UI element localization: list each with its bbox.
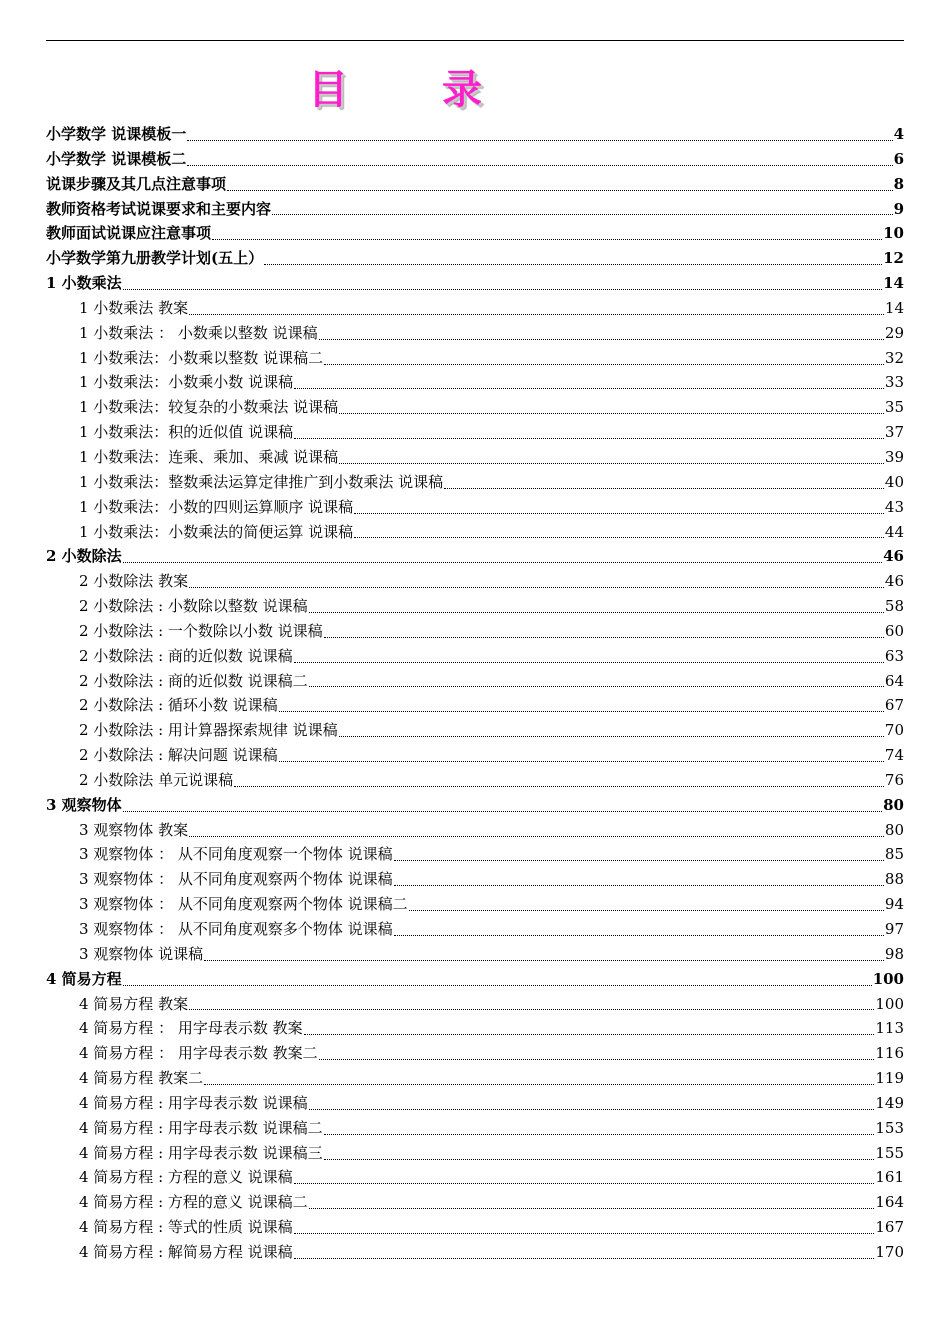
- toc-entry-title: 3 观察物体 ： 从不同角度观察两个物体 说课稿: [79, 870, 393, 889]
- toc-page-number: 6: [893, 149, 904, 168]
- dot-leader: [279, 761, 884, 762]
- toc-sub-entry[interactable]: [46, 594, 904, 619]
- toc-page-number: 58: [884, 597, 904, 616]
- dot-leader: [339, 413, 884, 414]
- dot-leader: [187, 165, 892, 166]
- dot-leader: [279, 711, 884, 712]
- toc-entry-title: 4 简易方程 : 解简易方程 说课稿: [79, 1242, 293, 1261]
- dot-leader: [324, 1134, 875, 1135]
- toc-sub-entry[interactable]: [46, 420, 904, 445]
- toc-sub-entry[interactable]: [46, 693, 904, 718]
- toc-sub-entry[interactable]: [46, 842, 904, 867]
- toc-sub-entry[interactable]: [46, 370, 904, 395]
- dot-leader: [123, 985, 872, 986]
- dot-leader: [294, 1233, 875, 1234]
- dot-leader: [294, 438, 884, 439]
- dot-leader: [212, 239, 882, 240]
- toc-entry-title: 2 小数除法 : 小数除以整数 说课稿: [79, 597, 308, 616]
- toc-page-number: 39: [884, 447, 904, 466]
- header-rule: [46, 40, 904, 41]
- toc-page-number: 64: [884, 671, 904, 690]
- toc-chapter-entry[interactable]: [46, 544, 904, 569]
- toc-page-number: 80: [883, 795, 904, 814]
- toc-entry-title: 1 小数乘法：积的近似值 说课稿: [79, 423, 294, 442]
- dot-leader: [264, 264, 882, 265]
- toc-sub-entry[interactable]: [46, 296, 904, 321]
- toc-sub-entry[interactable]: [46, 743, 904, 768]
- toc-chapter-entry[interactable]: [46, 147, 904, 172]
- toc-page-number: 161: [875, 1168, 904, 1187]
- toc-sub-entry[interactable]: [46, 1016, 904, 1041]
- toc-chapter-entry[interactable]: [46, 246, 904, 271]
- dot-leader: [234, 786, 884, 787]
- toc-entry-title: 3 观察物体 教案: [79, 820, 189, 839]
- toc-page-number: 35: [884, 398, 904, 417]
- toc-entry-title: 2 小数除法 单元说课稿: [79, 770, 234, 789]
- dot-leader: [272, 214, 893, 215]
- toc-title: 目 录: [308, 67, 522, 113]
- dot-leader: [409, 910, 884, 911]
- toc-sub-entry[interactable]: [46, 992, 904, 1017]
- toc-page-number: 100: [875, 994, 904, 1013]
- dot-leader: [227, 190, 893, 191]
- toc-page-number: 44: [884, 522, 904, 541]
- toc-sub-entry[interactable]: [46, 1190, 904, 1215]
- dot-leader: [324, 1159, 875, 1160]
- toc-sub-entry[interactable]: [46, 569, 904, 594]
- toc-page-number: 37: [884, 423, 904, 442]
- toc-page-number: 14: [883, 274, 904, 293]
- toc-sub-entry[interactable]: [46, 1141, 904, 1166]
- dot-leader: [309, 612, 884, 613]
- toc-entry-title: 教师资格考试说课要求和主要内容: [46, 199, 272, 218]
- toc-entry-title: 4 简易方程 ： 用字母表示数 教案: [79, 1019, 303, 1038]
- dot-leader: [189, 587, 884, 588]
- toc-sub-entry[interactable]: [46, 395, 904, 420]
- toc-entry-title: 2 小数除法 : 一个数除以小数 说课稿: [79, 621, 323, 640]
- toc-entry-title: 4 简易方程 : 方程的意义 说课稿二: [79, 1193, 308, 1212]
- toc-chapter-entry[interactable]: [46, 122, 904, 147]
- toc-sub-entry[interactable]: [46, 1066, 904, 1091]
- toc-page-number: 60: [884, 621, 904, 640]
- dot-leader: [187, 140, 892, 141]
- dot-leader: [444, 488, 884, 489]
- dot-leader: [319, 339, 884, 340]
- toc-page-number: 40: [884, 472, 904, 491]
- toc-sub-entry[interactable]: [46, 1041, 904, 1066]
- toc-sub-entry[interactable]: [46, 917, 904, 942]
- toc-sub-entry[interactable]: [46, 768, 904, 793]
- toc-page-number: 100: [872, 969, 904, 988]
- toc-entry-title: 4 简易方程 : 方程的意义 说课稿: [79, 1168, 293, 1187]
- dot-leader: [324, 364, 884, 365]
- toc-entry-title: 4 简易方程 教案二: [79, 1069, 204, 1088]
- toc-page-number: 9: [893, 199, 904, 218]
- toc-page-number: 149: [875, 1093, 904, 1112]
- toc-page-number: 8: [893, 174, 904, 193]
- toc-entry-title: 小学数学 说课模板一: [46, 125, 187, 143]
- toc-page-number: 14: [884, 298, 904, 317]
- dot-leader: [189, 836, 884, 837]
- toc-page-number: 97: [884, 920, 904, 938]
- toc-entry-title: 2 小数除法 教案: [79, 572, 189, 591]
- toc-sub-entry[interactable]: [46, 892, 904, 917]
- toc-chapter-entry[interactable]: [46, 271, 904, 296]
- toc-entry-title: 1 小数乘法：小数乘法的简便运算 说课稿: [79, 522, 354, 541]
- toc-page-number: 119: [875, 1069, 904, 1088]
- dot-leader: [189, 314, 884, 315]
- toc-page-number: 116: [875, 1044, 904, 1063]
- toc-sub-entry[interactable]: [46, 1116, 904, 1141]
- dot-leader: [304, 1034, 875, 1035]
- toc-sub-entry[interactable]: [46, 669, 904, 694]
- toc-entry-title: 1 小数乘法 ： 小数乘以整数 说课稿: [79, 323, 318, 342]
- toc-page-number: 155: [875, 1143, 904, 1162]
- toc-sub-entry[interactable]: [46, 445, 904, 470]
- toc-sub-entry[interactable]: [46, 942, 904, 967]
- dot-leader: [294, 388, 884, 389]
- toc-entry-title: 4 简易方程: [46, 969, 122, 988]
- toc-entry-title: 3 观察物体 ： 从不同角度观察两个物体 说课稿二: [79, 895, 408, 914]
- dot-leader: [394, 935, 884, 936]
- toc-sub-entry[interactable]: [46, 818, 904, 843]
- toc-entry-title: 2 小数除法 : 商的近似数 说课稿二: [79, 671, 308, 690]
- toc-entry-title: 1 小数乘法：小数乘小数 说课稿: [79, 373, 294, 392]
- dot-leader: [339, 736, 884, 737]
- toc-entry-title: 说课步骤及其几点注意事项: [46, 174, 227, 193]
- table-of-contents: [46, 122, 904, 1265]
- toc-page-number: 32: [884, 348, 904, 367]
- toc-page-number: 74: [884, 746, 904, 765]
- toc-page-number: 67: [884, 696, 904, 715]
- toc-sub-entry[interactable]: [46, 1215, 904, 1240]
- dot-leader: [123, 562, 882, 563]
- toc-page-number: 4: [893, 125, 904, 143]
- toc-sub-entry[interactable]: [46, 495, 904, 520]
- dot-leader: [204, 960, 884, 961]
- toc-entry-title: 1 小数乘法：小数的四则运算顺序 说课稿: [79, 497, 354, 516]
- dot-leader: [324, 637, 884, 638]
- toc-page-number: 10: [883, 224, 904, 243]
- dot-leader: [394, 885, 884, 886]
- toc-sub-entry[interactable]: [46, 1165, 904, 1190]
- toc-entry-title: 教师面试说课应注意事项: [46, 224, 212, 243]
- toc-entry-title: 2 小数除法 : 用计算器探索规律 说课稿: [79, 721, 338, 740]
- toc-entry-title: 2 小数除法 : 商的近似数 说课稿: [79, 646, 293, 665]
- toc-sub-entry[interactable]: [46, 619, 904, 644]
- toc-entry-title: 4 简易方程 ： 用字母表示数 教案二: [79, 1044, 318, 1063]
- toc-entry-title: 1 小数乘法: [46, 274, 122, 293]
- toc-page-number: 98: [884, 944, 904, 963]
- toc-page-number: 80: [884, 820, 904, 839]
- dot-leader: [309, 1208, 875, 1209]
- toc-chapter-entry[interactable]: [46, 197, 904, 222]
- toc-page-number: 46: [883, 547, 904, 566]
- dot-leader: [294, 1183, 875, 1184]
- toc-sub-entry[interactable]: [46, 1091, 904, 1116]
- toc-entry-title: 4 简易方程 教案: [79, 994, 189, 1013]
- toc-chapter-entry[interactable]: [46, 172, 904, 197]
- toc-entry-title: 3 观察物体 说课稿: [79, 944, 204, 963]
- toc-page-number: 88: [884, 870, 904, 889]
- toc-page-number: 113: [875, 1019, 904, 1038]
- toc-page-number: 76: [884, 770, 904, 789]
- toc-page-number: 85: [884, 845, 904, 864]
- toc-entry-title: 3 观察物体 ： 从不同角度观察一个物体 说课稿: [79, 845, 393, 864]
- toc-sub-entry[interactable]: [46, 520, 904, 545]
- dot-leader: [123, 289, 882, 290]
- dot-leader: [189, 1009, 874, 1010]
- toc-sub-entry[interactable]: [46, 321, 904, 346]
- toc-entry-title: 小学数学 说课模板二: [46, 149, 187, 168]
- toc-page-number: 167: [875, 1218, 904, 1237]
- toc-entry-title: 2 小数除法 : 循环小数 说课稿: [79, 696, 278, 715]
- toc-sub-entry[interactable]: [46, 1240, 904, 1265]
- dot-leader: [319, 1059, 875, 1060]
- dot-leader: [309, 686, 884, 687]
- toc-page-number: 29: [884, 323, 904, 342]
- dot-leader: [294, 1258, 875, 1259]
- dot-leader: [204, 1084, 874, 1085]
- toc-entry-title: 1 小数乘法：较复杂的小数乘法 说课稿: [79, 398, 339, 417]
- dot-leader: [294, 662, 884, 663]
- toc-entry-title: 1 小数乘法：小数乘以整数 说课稿二: [79, 348, 324, 367]
- toc-entry-title: 4 简易方程 : 用字母表示数 说课稿三: [79, 1143, 323, 1162]
- toc-page-number: 43: [884, 497, 904, 516]
- toc-page-number: 170: [875, 1242, 904, 1261]
- toc-entry-title: 2 小数除法 : 解决问题 说课稿: [79, 746, 278, 765]
- toc-entry-title: 3 观察物体 ： 从不同角度观察多个物体 说课稿: [79, 920, 393, 938]
- dot-leader: [339, 463, 884, 464]
- dot-leader: [123, 811, 882, 812]
- toc-entry-title: 2 小数除法: [46, 547, 122, 566]
- dot-leader: [354, 537, 884, 538]
- toc-page-number: 164: [875, 1193, 904, 1212]
- toc-sub-entry[interactable]: [46, 867, 904, 892]
- toc-page-number: 46: [884, 572, 904, 591]
- toc-page-number: 63: [884, 646, 904, 665]
- toc-entry-title: 1 小数乘法：连乘、乘加、乘减 说课稿: [79, 447, 339, 466]
- toc-sub-entry[interactable]: [46, 346, 904, 371]
- toc-entry-title: 4 简易方程 : 等式的性质 说课稿: [79, 1218, 293, 1237]
- toc-sub-entry[interactable]: [46, 470, 904, 495]
- toc-entry-title: 1 小数乘法 教案: [79, 298, 189, 317]
- toc-page-number: 94: [884, 895, 904, 914]
- toc-sub-entry[interactable]: [46, 718, 904, 743]
- dot-leader: [309, 1109, 875, 1110]
- toc-page-number: 12: [883, 249, 904, 268]
- toc-chapter-entry[interactable]: [46, 221, 904, 246]
- toc-entry-title: 4 简易方程 : 用字母表示数 说课稿二: [79, 1118, 323, 1137]
- toc-page-number: 153: [875, 1118, 904, 1137]
- toc-entry-title: 小学数学第九册教学计划(五上）: [46, 249, 264, 268]
- toc-chapter-entry[interactable]: [46, 967, 904, 992]
- toc-entry-title: 3 观察物体: [46, 795, 122, 814]
- dot-leader: [394, 860, 884, 861]
- toc-sub-entry[interactable]: [46, 644, 904, 669]
- dot-leader: [354, 513, 884, 514]
- toc-entry-title: 4 简易方程 : 用字母表示数 说课稿: [79, 1093, 308, 1112]
- toc-entry-title: 1 小数乘法：整数乘法运算定律推广到小数乘法 说课稿: [79, 472, 444, 491]
- toc-page-number: 70: [884, 721, 904, 740]
- toc-page-number: 33: [884, 373, 904, 392]
- toc-chapter-entry[interactable]: [46, 793, 904, 818]
